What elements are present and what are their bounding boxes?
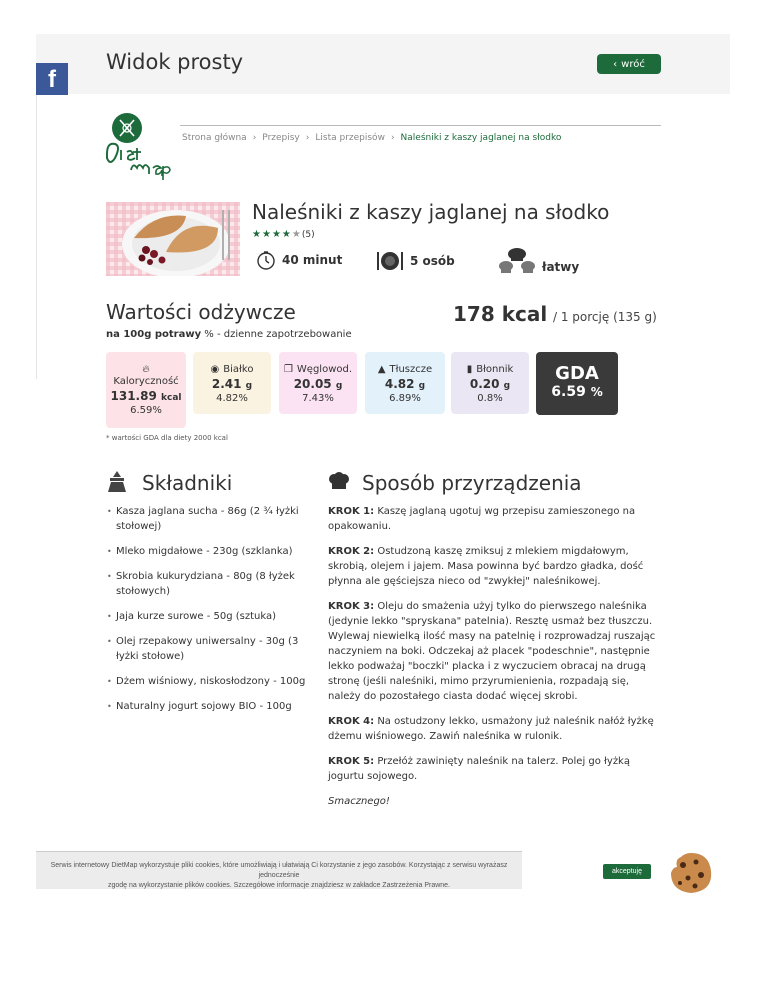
total-kcal: 178 kcal (453, 302, 548, 326)
nutrient-label: Kaloryczność (113, 376, 179, 387)
ingredient-item: • Mleko migdałowe - 230g (szklanka) (106, 544, 306, 559)
nutrient-carbs (279, 352, 357, 414)
ingredient-item: • Jaja kurze surowe - 50g (sztuka) (106, 609, 306, 624)
difficulty (498, 248, 579, 276)
nutrient-pct: 0.8% (477, 393, 503, 404)
ingredient-item: • Olej rzepakowy uniwersalny - 30g (3 łyżki stołowe) (106, 634, 306, 664)
chevron-right-icon: › (252, 133, 257, 143)
nutrition-note (106, 329, 352, 340)
page-edge (36, 94, 37, 379)
gda-box (536, 352, 618, 415)
breadcrumb-divider (180, 125, 661, 126)
star-icon: ★ (261, 229, 271, 240)
nutrient-pct: 6.89% (389, 393, 421, 404)
recipe-title: Naleśniki z kaszy jaglanej na słodko (252, 200, 610, 224)
nutrition-note-rest: % - dzienne zapotrzebowanie (201, 329, 352, 340)
fiber-icon: ▮ (466, 364, 473, 375)
cookie-banner (36, 851, 522, 889)
rating-count: (5) (301, 229, 315, 240)
prep-time (256, 250, 342, 270)
cookie-text-line2: zgodę na wykorzystanie plików cookies. Szczegółowe informacje znajdziesz w zakładce Zastrzeżenia Prawne. (108, 882, 450, 889)
nutrient-label: Węglowod. (296, 364, 353, 375)
scale-icon (106, 470, 128, 494)
ingredients-heading: Składniki (142, 471, 233, 495)
nutrient-calories (106, 352, 186, 428)
breadcrumb-recipe-list[interactable]: Lista przepisów (315, 133, 385, 143)
nutrient-label: Tłuszcze (389, 364, 433, 375)
nutrient-fat (365, 352, 445, 414)
breadcrumb-home[interactable]: Strona główna (182, 133, 247, 143)
star-icon: ★ (271, 229, 281, 240)
cookie-icon (668, 850, 714, 896)
nutrient-value: 4.82 g (384, 377, 426, 391)
nutrient-protein (193, 352, 271, 414)
nutrient-label: Błonnik (476, 364, 514, 375)
gda-note: * wartości GDA dla diety 2000 kcal (106, 434, 228, 442)
nutrient-value: 2.41 g (211, 377, 253, 391)
nutrient-fiber (451, 352, 529, 414)
ingredient-item: • Skrobia kukurydziana - 80g (8 łyżek stołowych) (106, 569, 306, 599)
facebook-icon[interactable]: f (36, 63, 68, 95)
accept-cookies-button[interactable]: akceptuję (603, 864, 651, 879)
chevron-right-icon: › (305, 133, 310, 143)
chef-hat-icon (328, 472, 350, 492)
chevron-right-icon: › (390, 133, 395, 143)
nutrition-heading: Wartości odżywcze (106, 300, 296, 324)
chevron-left-icon: ‹ (613, 58, 618, 70)
nutrient-value: 0.20 g (469, 377, 511, 391)
flame-icon: 🔥︎ (142, 364, 150, 375)
recipe-photo (106, 202, 240, 276)
nutrition-note-bold: na 100g potrawy (106, 329, 202, 340)
nutrient-pct: 6.59% (130, 405, 162, 416)
protein-icon: ◉ (210, 364, 220, 375)
star-empty-icon: ★ (291, 229, 301, 240)
ingredients-list (106, 504, 306, 724)
ingredient-item: • Naturalny jogurt sojowy BIO - 100g (106, 699, 306, 714)
preparation-heading: Sposób przyrządzenia (362, 471, 582, 495)
step-item: KROK 1: Kaszę jaglaną ugotuj wg przepisu zamieszonego na opakowaniu. (328, 506, 636, 532)
difficulty-value: łatwy (542, 260, 580, 274)
rating[interactable] (252, 229, 315, 240)
nutrient-pct: 4.82% (216, 393, 248, 404)
breadcrumb-current: Naleśniki z kaszy jaglanej na słodko (400, 133, 562, 143)
ingredient-item: • Dżem wiśniowy, niskosłodzony - 100g (106, 674, 306, 689)
back-button[interactable] (597, 54, 661, 74)
nutrient-value: 131.89 kcal (110, 389, 182, 403)
nutrient-pct: 7.43% (302, 393, 334, 404)
preparation-steps (328, 504, 660, 819)
nutrient-value: 20.05 g (293, 377, 343, 391)
ingredient-item: • Kasza jaglana sucha - 86g (2 ¾ łyżki stołowej) (106, 504, 306, 534)
step-item: KROK 2: Ostudzoną kaszę zmiksuj z mlekiem migdałowym, skrobią, olejem i jajem. Masa powinna być bardzo gładka, dość płynna ale gęściejsza nieco od "zwykłej" naleśnikowej. (328, 546, 644, 587)
breadcrumb (182, 133, 561, 143)
step-item: KROK 5: Przełóż zawinięty naleśnik na talerz. Polej go łyżką jogurtu sojowego. (328, 756, 630, 782)
prep-time-value: 40 minut (282, 253, 343, 267)
star-icon: ★ (281, 229, 291, 240)
servings-value: 5 osób (410, 254, 455, 268)
closing-text: Smacznego! (328, 796, 390, 807)
step-item: KROK 4: Na ostudzony lekko, usmażony już naleśnik nałóż łyżkę dżemu wiśniowego. Zawiń naleśnika w rulonik. (328, 716, 654, 742)
back-button-label: wróć (621, 58, 645, 70)
cookie-text-line1: Serwis internetowy DietMap wykorzystuje pliki cookies, które umożliwiają i ułatwiają Ci korzystanie z jego zasobów. Korzystając z serwisu wyrażasz jednocześnie (50, 862, 508, 879)
dietmap-logo[interactable] (103, 106, 173, 182)
plate-cutlery-icon (376, 250, 404, 272)
gda-value: 6.59 % (551, 384, 603, 400)
breadcrumb-recipes[interactable]: Przepisy (262, 133, 300, 143)
star-icon: ★ (252, 229, 261, 240)
gda-title: GDA (555, 363, 599, 384)
kcal-per-portion: / 1 porcję (135 g) (553, 310, 657, 324)
clock-icon (256, 250, 276, 270)
servings (376, 250, 455, 272)
chef-hats-icon (498, 248, 536, 276)
page-title: Widok prosty (106, 50, 244, 74)
nutrient-label: Białko (223, 364, 254, 375)
fat-icon: ▲ (377, 364, 386, 375)
step-item: KROK 3: Oleju do smażenia użyj tylko do pierwszego naleśnika (jedynie lekko "spryskana" patelnia). Resztę usmaż bez tłuszczu. Wylewaj niewielką ilość masy na patelnię i rozprowadzaj ruszając naczyniem na boki. Odczekaj aż placek "podeschnie", następnie lekko podważaj "boczki" placka i z wyczuciem obracaj na drugą stronę (jeśli naleśniki, mimo przyrumienienia, rozpadają się, należy do pozostałego ciasta dodać więcej skrobi. (328, 601, 656, 702)
carbs-icon: ❒ (283, 364, 293, 375)
